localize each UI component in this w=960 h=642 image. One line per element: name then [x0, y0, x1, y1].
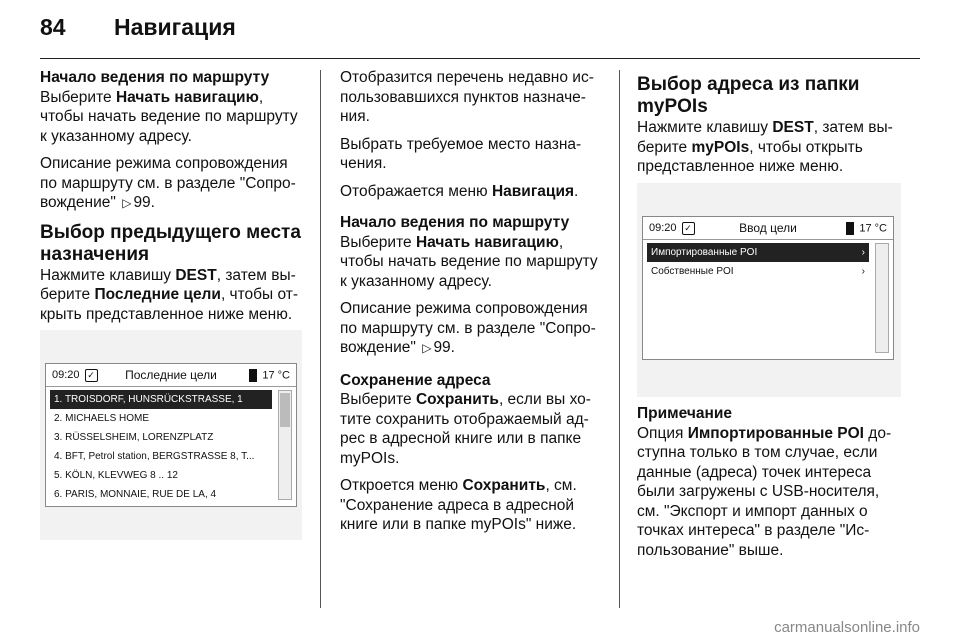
list-item[interactable]: 1. TROISDORF, HUNSRÜCKSTRASSE, 1 — [50, 390, 272, 409]
paragraph: Отобразится перечень недавно ис- пользовавшихся пунктов назначе- ния. — [340, 69, 594, 125]
page-number: 84 — [40, 14, 66, 40]
list-item[interactable]: 2. MICHAELS HOME — [54, 413, 150, 424]
heading-mypois: Выбор адреса из папки myPOIs — [637, 74, 860, 117]
scrollbar-thumb[interactable] — [280, 393, 290, 427]
menu-item-own-poi[interactable]: Собственные POI › — [647, 262, 869, 281]
divider — [46, 386, 296, 387]
destinations-list — [50, 390, 272, 504]
note-block — [637, 404, 905, 568]
phone-icon — [249, 369, 257, 382]
scrollbar[interactable] — [278, 390, 292, 500]
screenshot-recent-destinations — [40, 330, 302, 540]
display-screen — [45, 363, 297, 507]
column-1 — [40, 68, 306, 332]
screen-title: Последние цели — [125, 368, 217, 382]
clock: 09:20 — [649, 222, 677, 234]
temperature: 17 °C — [262, 368, 290, 381]
divider — [643, 239, 893, 240]
column-2 — [340, 68, 605, 543]
chevron-right-icon: › — [861, 247, 865, 258]
heading-previous-destination: Выбор предыдущего места назначения — [40, 221, 301, 265]
paragraph: Нажмите клавишу DEST, затем вы- берите Последние цели, чтобы от- крыть представленное ниже меню. — [40, 266, 299, 323]
paragraph: Откроется меню Сохранить, см. "Сохранение адреса в адресной книге или в папке myPOIs" ниже. — [340, 477, 577, 533]
phone-icon — [846, 222, 854, 235]
temperature: 17 °C — [859, 221, 887, 234]
scrollbar[interactable] — [875, 243, 889, 353]
poi-menu-list — [647, 243, 869, 281]
paragraph: Нажмите клавишу DEST, затем вы- берите myPOIs, чтобы открыть представленное ниже меню. — [637, 119, 893, 175]
screenshot-enter-destination — [637, 183, 901, 397]
chevron-right-icon: › — [861, 266, 865, 277]
screen-title: Ввод цели — [739, 221, 797, 235]
header-rule — [40, 58, 920, 59]
list-item[interactable]: 5. KÖLN, KLEVWEG 8 .. 12 — [54, 470, 178, 481]
list-item[interactable]: 6. PARIS, MONNAIE, RUE DE LA, 4 — [54, 489, 217, 500]
page-ref-icon: ▷ — [122, 196, 132, 210]
clock: 09:20 — [52, 369, 80, 381]
page-ref-icon: ▷ — [422, 341, 432, 355]
footer-watermark: carmanualsonline.info — [774, 619, 920, 636]
paragraph: Описание режима сопровождения по маршруту см. в разделе "Сопро- вождение" ▷ 99. — [340, 299, 605, 359]
heading-save-address: Сохранение адреса — [340, 371, 491, 389]
paragraph: Выберите Сохранить, если вы хо- тите сохранить отображаемый ад- рес в адресной книге или в папке myPOIs. — [340, 391, 591, 467]
paragraph: Отображается меню Навигация. — [340, 182, 579, 200]
display-screen — [642, 216, 894, 360]
paragraph: Выбрать требуемое место назна- чения. — [340, 135, 582, 172]
list-item[interactable]: 3. RÜSSELSHEIM, LORENZPLATZ — [54, 432, 214, 443]
note-title: Примечание — [637, 405, 732, 422]
column-3 — [637, 74, 905, 185]
list-item[interactable]: 4. BFT, Petrol station, BERGSTRASSE 8, T... — [54, 451, 255, 462]
page-title: Навигация — [114, 14, 236, 40]
paragraph: Описание режима сопровождения по маршруту см. в разделе "Сопро- вождение" ▷ 99. — [40, 154, 306, 214]
page-header — [40, 14, 236, 41]
menu-item-imported-poi[interactable]: Импортированные POI › — [647, 243, 869, 262]
column-divider-1 — [320, 70, 321, 608]
status-bar — [643, 217, 893, 239]
ok-icon: ✓ — [85, 369, 98, 382]
heading-start-guidance: Начало ведения по маршруту — [40, 69, 270, 86]
column-divider-2 — [619, 70, 620, 608]
paragraph: Выберите Начать навигацию, чтобы начать ведение по маршруту к указанному адресу. — [40, 88, 298, 145]
note-text: Опция Импортированные POI до- ступна только в том случае, если данные (адреса) точек интереса были загружены с USB-носителя, см. "Экспорт и импорт данных о точках интереса" в разделе "Ис- пользование" выше. — [637, 424, 892, 559]
ok-icon: ✓ — [682, 222, 695, 235]
status-bar — [46, 364, 296, 386]
heading-start-guidance: Начало ведения по маршруту — [340, 214, 570, 231]
paragraph: Выберите Начать навигацию, чтобы начать ведение по маршруту к указанному адресу. — [340, 233, 598, 290]
